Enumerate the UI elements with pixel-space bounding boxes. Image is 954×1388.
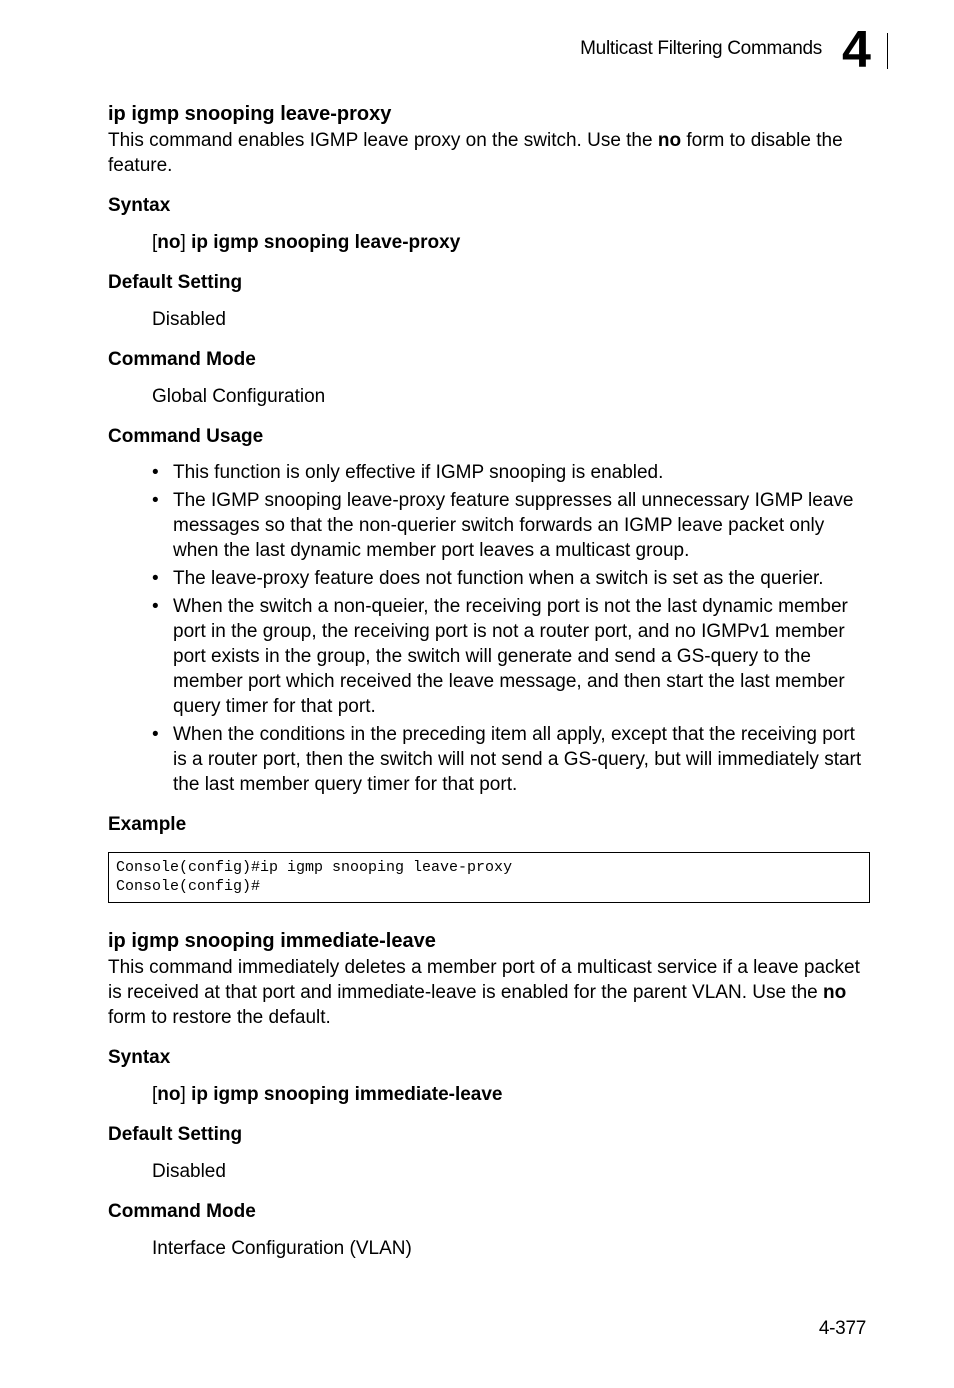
command-description: This command enables IGMP leave proxy on the switch. Use the no form to disable the feature. <box>108 130 843 176</box>
bullet-icon: • <box>152 596 159 617</box>
command-mode-value: Interface Configuration (VLAN) <box>152 1238 412 1259</box>
command-usage-heading: Command Usage <box>108 426 264 447</box>
code-line: Console(config)# <box>116 878 261 895</box>
syntax-heading: Syntax <box>108 1047 171 1068</box>
bullet-icon: • <box>152 724 159 745</box>
default-setting-value: Disabled <box>152 309 226 330</box>
default-setting-value: Disabled <box>152 1161 226 1182</box>
usage-list <box>108 460 870 797</box>
chapter-number: 4 <box>842 21 871 79</box>
syntax-line: [no] ip igmp snooping leave-proxy <box>152 232 461 253</box>
usage-item: • When the conditions in the preceding item all apply, except that the receiving port is a router port, then the switch will not send a GS-query, but will immediately start the last member query timer for that port. <box>152 724 862 795</box>
default-setting-heading: Default Setting <box>108 1124 243 1145</box>
bullet-icon: • <box>152 568 159 589</box>
usage-item: • The leave-proxy feature does not function when a switch is set as the querier. <box>152 568 824 589</box>
syntax-line: [no] ip igmp snooping immediate-leave <box>152 1084 503 1105</box>
page-number: 4-377 <box>818 1318 866 1339</box>
syntax-heading: Syntax <box>108 195 171 216</box>
example-heading: Example <box>108 814 187 835</box>
usage-item: • The IGMP snooping leave-proxy feature suppresses all unnecessary IGMP leave messages so that the non-querier switch forwards an IGMP leave packet only when the last dynamic member port leaves a multicast group. <box>152 490 854 561</box>
command-description: This command immediately deletes a member port of a multicast service if a leave packet is received at that port and immediate-leave is enabled for the parent VLAN. Use the no form to restore the default. <box>108 957 860 1028</box>
usage-item: • This function is only effective if IGMP snooping is enabled. <box>152 462 664 483</box>
command-title: ip igmp snooping immediate-leave <box>108 930 436 952</box>
default-setting-heading: Default Setting <box>108 272 243 293</box>
example-code-block <box>108 852 870 903</box>
command-mode-heading: Command Mode <box>108 349 256 370</box>
usage-item: • When the switch a non-queier, the receiving port is not the last dynamic member port in the group, the receiving port is not a router port, and no IGMPv1 member port exists in the group, the switch will generate and send a GS-query to the member port which received the leave message, and then start the last member query timer for that port. <box>152 596 848 717</box>
code-line: Console(config)#ip igmp snooping leave-proxy <box>116 859 513 876</box>
command-mode-heading: Command Mode <box>108 1201 256 1222</box>
running-header-title: Multicast Filtering Commands <box>580 38 822 59</box>
command-mode-value: Global Configuration <box>152 386 326 407</box>
page-content <box>108 100 870 1261</box>
bullet-icon: • <box>152 462 159 483</box>
bullet-icon: • <box>152 490 159 511</box>
command-title: ip igmp snooping leave-proxy <box>108 103 392 125</box>
